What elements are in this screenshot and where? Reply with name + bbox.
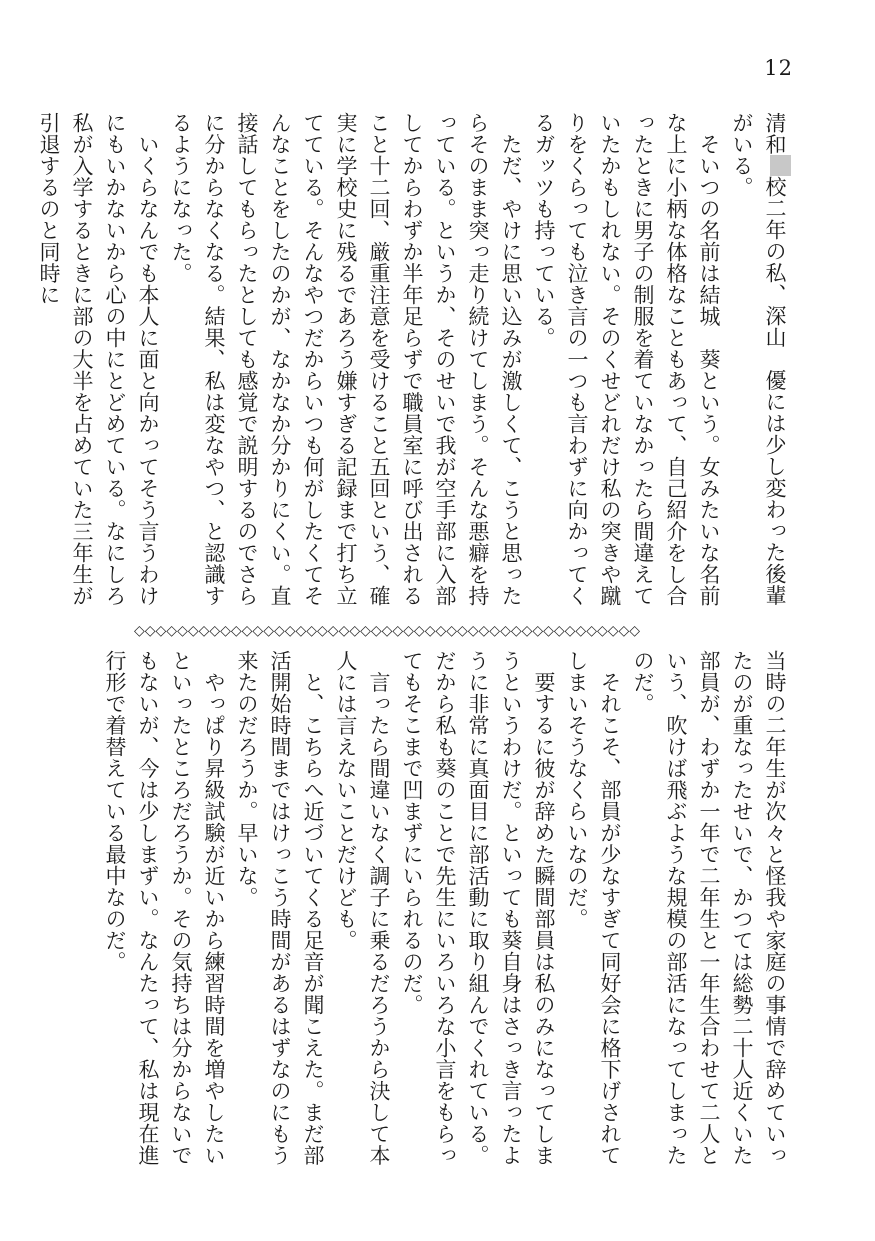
paragraph: 当時の二年生が次々と怪我や家庭の事情で辞めていったのが重なったせいで、かつては総勢二十人近くいた部員が、わずか一年で二年生と一年生合わせて二人という、吹けば飛ぶような規模の部活になってしまったのだ。 [631,650,787,1166]
paragraph: そいつの名前は結城 葵という。女みたいな名前な上に小柄な体格なこともあって、自己紹介をし合ったときに男子の制服を着ていなかったら間違えていたかもしれない。そのくせどれだけ私の突きや蹴りをくらっても泣き言の一つも言わずに向かってくるガッツも持っている。 [532,112,721,607]
paragraph: やっぱり昇級試験が近いから練習時間を増やしたいといったところだろうか。その気持ちは分からないでもないが、今は少しまずい。なんたって、私は現在進行形で着替えている最中なのだ。 [103,650,226,1166]
lower-text-section [103,650,791,1170]
paragraph-text-start: 清和 [763,112,787,155]
paragraph: と、こちらへ近づいてくる足音が聞こえた。まだ部活開始時間まではけっこう時間があるはずなのにもう来たのだろうか。早いな。 [235,650,325,1166]
paragraph [725,112,791,612]
paragraph: いくらなんでも本人に面と向かってそう言うわけにもいかないから心の中にとどめている。なにしろ私が入学するときに部の大半を占めていた三年生が引退するのと同時に [37,112,160,607]
paragraph: 要するに彼が辞めた瞬間部員は私のみになってしまうというわけだ。といっても葵自身はさっき言ったように非常に真面目に部活動に取り組んでくれている。だから私も葵のことで先生にいろいろな小言をもらってもそこまで凹まずにいられるのだ。 [400,650,556,1166]
page-number: 12 [764,56,793,80]
paragraph: ただ、やけに思い込みが激しくて、こうと思ったらそのまま突っ走り続けてしまう。そんな悪癖を持っている。というか、そのせいで我が空手部に入部してからわずか半年足らずで職員室に呼び出されること十二回、厳重注意を受けること五回という、確実に学校史に残るであろう嫌すぎる記録まで打ち立てている。そんなやつだからいつも何がしたくてそんなことをしたのかが、なかなか分かりにくい。直接話してもらったとしても感覚で説明するのでさらに分からなくなる。結果、私は変なやつ、と認識するようになった。 [169,112,523,607]
paragraph-text-end: 校二年の私、深山 優には少し変わった後輩がいる。 [730,112,787,606]
upper-text-section [37,112,791,612]
paragraph: 言ったら間違いなく調子に乗るだろうから決して本人には言えないことだけども。 [334,650,391,1166]
redacted-character [770,155,791,176]
paragraph: それこそ、部員が少なすぎて同好会に格下げされてしまいそうなくらいなのだ。 [565,650,622,1166]
section-divider: ◇◇◇◇◇◇◇◇◇◇◇◇◇◇◇◇◇◇◇◇◇◇◇◇◇◇◇◇◇◇◇◇◇◇◇◇◇◇◇◇◇◇◇◇◇◇◇ [134,623,641,639]
